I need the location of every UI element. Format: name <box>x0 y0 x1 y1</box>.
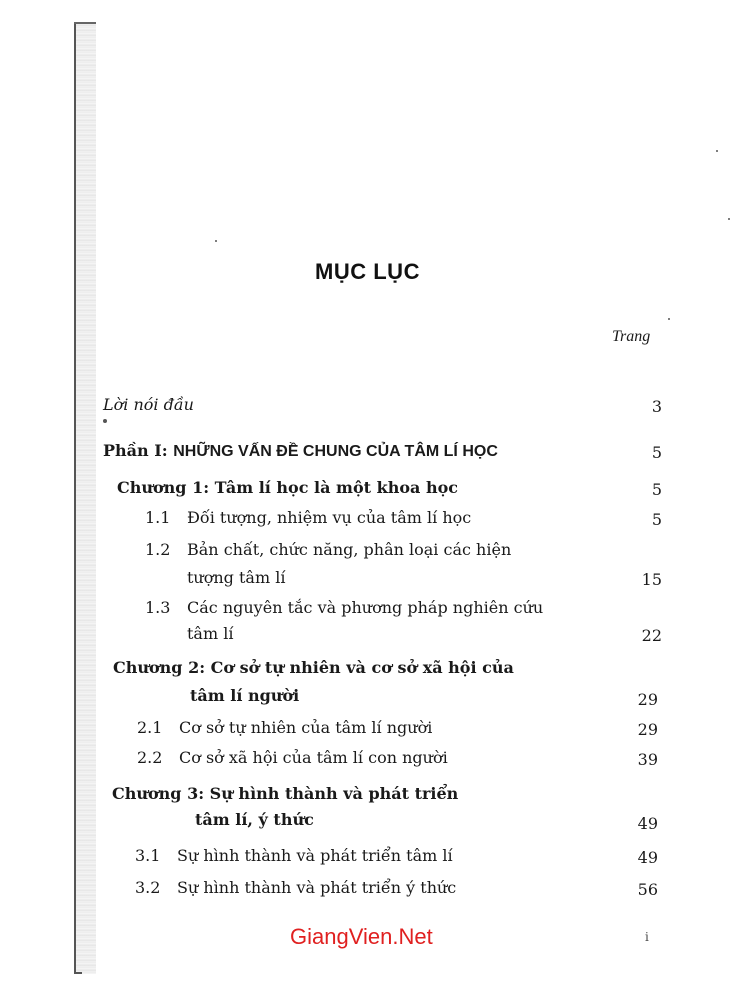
page-title: MỤC LỤC <box>315 258 420 284</box>
page-folio: i <box>645 930 649 944</box>
toc-page-number: 5 <box>651 510 662 529</box>
toc-entry-chapter-3[interactable] <box>112 782 458 806</box>
toc-chapter-label: Tâm lí học là một khoa học <box>214 478 458 497</box>
toc-entry-section-2-2[interactable] <box>137 746 448 770</box>
toc-page-number: 29 <box>637 720 658 739</box>
page-binding-shadow <box>74 22 96 974</box>
toc-part-label: NHỮNG VẤN ĐỀ CHUNG CỦA TÂM LÍ HỌC <box>173 443 498 460</box>
toc-entry-section-3-2[interactable] <box>135 876 456 900</box>
toc-entry-chapter-1[interactable] <box>117 476 458 500</box>
scan-speck <box>728 218 730 220</box>
toc-section-number: 2.1 <box>137 718 163 737</box>
page-binding-top-mark <box>74 22 96 24</box>
toc-page-number: 5 <box>651 443 662 462</box>
scan-speck <box>215 240 217 242</box>
toc-chapter-label-continued: tâm lí, ý thức <box>195 810 314 829</box>
toc-section-number: 1.3 <box>145 598 171 617</box>
toc-section-label: Sự hình thành và phát triển tâm lí <box>177 846 453 865</box>
toc-page-number: 39 <box>637 750 658 769</box>
toc-entry-chapter-2[interactable] <box>113 656 514 680</box>
toc-chapter-prefix: Chương 1: <box>117 478 215 497</box>
toc-chapter-label: Sự hình thành và phát triển <box>209 784 459 803</box>
toc-entry-section-2-1[interactable] <box>137 716 432 740</box>
scan-speck <box>668 318 670 320</box>
toc-section-label: Đối tượng, nhiệm vụ của tâm lí học <box>187 508 472 527</box>
toc-section-number: 1.1 <box>145 508 171 527</box>
toc-section-number: 3.1 <box>135 846 161 865</box>
toc-entry-label: Lời nói đầu <box>103 395 194 414</box>
page-column-header: Trang <box>612 328 651 345</box>
toc-entry-section-1-1[interactable] <box>145 506 471 530</box>
toc-page-number: 22 <box>641 626 662 645</box>
toc-section-label: Các nguyên tắc và phương pháp nghiên cứu <box>187 598 544 617</box>
toc-page-number: 5 <box>651 480 662 499</box>
page-binding-bottom-mark <box>74 972 82 974</box>
toc-page-number: 29 <box>637 690 658 709</box>
toc-section-label-continued: tâm lí <box>187 624 234 643</box>
toc-section-label: Bản chất, chức năng, phân loại các hiện <box>187 540 512 559</box>
toc-page-number: 3 <box>651 397 662 416</box>
toc-chapter-prefix: Chương 2: <box>113 658 211 677</box>
toc-section-label: Cơ sở xã hội của tâm lí con người <box>179 748 448 767</box>
toc-entry-preface[interactable] <box>103 393 194 417</box>
page-binding-line <box>74 22 76 974</box>
toc-chapter-prefix: Chương 3: <box>112 784 210 803</box>
toc-entry-section-3-1[interactable] <box>135 844 453 868</box>
toc-entry-section-1-2[interactable] <box>145 538 511 562</box>
toc-entry-part-1[interactable] <box>103 439 498 464</box>
toc-section-number: 3.2 <box>135 878 161 897</box>
watermark-link[interactable]: GiangVien.Net <box>290 924 433 949</box>
toc-page-number: 49 <box>637 814 658 833</box>
toc-entry-section-1-3[interactable] <box>145 596 543 620</box>
toc-section-number: 2.2 <box>137 748 163 767</box>
toc-part-prefix: Phần I: <box>103 441 174 460</box>
scan-speck <box>716 150 718 152</box>
toc-section-label-continued: tượng tâm lí <box>187 568 286 587</box>
toc-chapter-label: Cơ sở tự nhiên và cơ sở xã hội của <box>210 658 514 677</box>
toc-page-number: 15 <box>641 570 662 589</box>
toc-chapter-label-continued: tâm lí người <box>190 686 300 705</box>
toc-section-number: 1.2 <box>145 540 171 559</box>
toc-section-label: Sự hình thành và phát triển ý thức <box>177 878 457 897</box>
toc-section-label: Cơ sở tự nhiên của tâm lí người <box>179 718 433 737</box>
toc-page-number: 49 <box>637 848 658 867</box>
toc-page-number: 56 <box>637 880 658 899</box>
scan-speck <box>103 419 107 423</box>
